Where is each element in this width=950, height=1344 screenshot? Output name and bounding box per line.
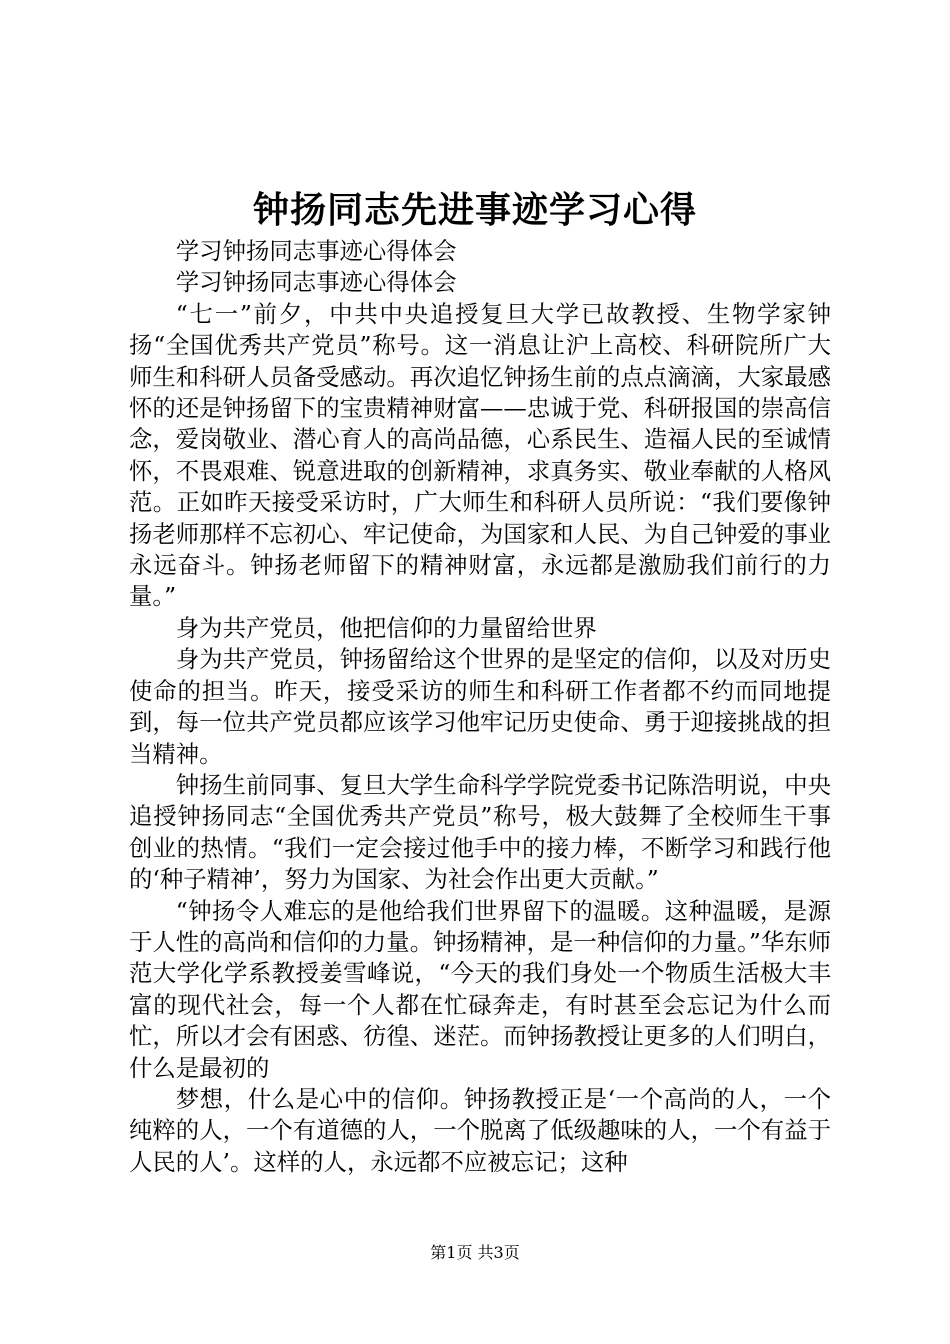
paragraph: 钟扬生前同事、复旦大学生命科学学院党委书记陈浩明说，中央追授钟扬同志“全国优秀共产党员”称号，极大鼓舞了全校师生干事创业的热情。“我们一定会接过他手中的接力棒，不断学习和践行他的‘种子精神’，努力为国家、为社会作出更大贡献。” <box>129 770 831 894</box>
paragraph: “钟扬令人难忘的是他给我们世界留下的温暖。这种温暖，是源于人性的高尚和信仰的力量。钟扬精神，是一种信仰的力量。”华东师范大学化学系教授姜雪峰说，“今天的我们身处一个物质生活极大丰富的现代社会，每一个人都在忙碌奔走，有时甚至会忘记为什么而忙，所以才会有困惑、彷徨、迷茫。而钟扬教授让更多的人们明白，什么是最初的 <box>129 896 831 1082</box>
document-title: 钟扬同志先进事迹学习心得 <box>252 189 697 231</box>
paragraph: 梦想，什么是心中的信仰。钟扬教授正是‘一个高尚的人，一个纯粹的人，一个有道德的人，一个脱离了低级趣味的人，一个有益于人民的人’。这样的人，永远都不应被忘记；这种 <box>129 1084 831 1176</box>
paragraph-subtitle-repeat: 学习钟扬同志事迹心得体会 <box>175 268 457 297</box>
paragraph-subtitle: 学习钟扬同志事迹心得体会 <box>175 237 457 265</box>
paragraph: “七一”前夕，中共中央追授复旦大学已故教授、生物学家钟扬“全国优秀共产党员”称号。这一消息让沪上高校、科研院所广大师生和科研人员备受感动。再次追忆钟扬生前的点点滴滴，大家最感怀的还是钟扬留下的宝贵精神财富——忠诚于党、科研报国的崇高信念，爱岗敬业、潜心育人的高尚品德，心系民生、造福人民的至诚情怀，不畏艰难、锐意进取的创新精神，求真务实、敬业奉献的人格风范。正如昨天接受采访时，广大师生和科研人员所说：“我们要像钟扬老师那样不忘初心、牢记使命，为国家和人民、为自己钟爱的事业永远奋斗。钟扬老师留下的精神财富，永远都是激励我们前行的力量。” <box>129 299 831 611</box>
document-body <box>129 236 831 1178</box>
page-footer: 第1页 共3页 <box>430 1243 520 1262</box>
section-heading: 身为共产党员，他把信仰的力量留给世界 <box>175 613 597 642</box>
paragraph: 身为共产党员，钟扬留给这个世界的是坚定的信仰，以及对历史使命的担当。昨天，接受采访的师生和科研工作者都不约而同地提到，每一位共产党员都应该学习他牢记历史使命、勇于迎接挑战的担当精神。 <box>129 645 831 768</box>
